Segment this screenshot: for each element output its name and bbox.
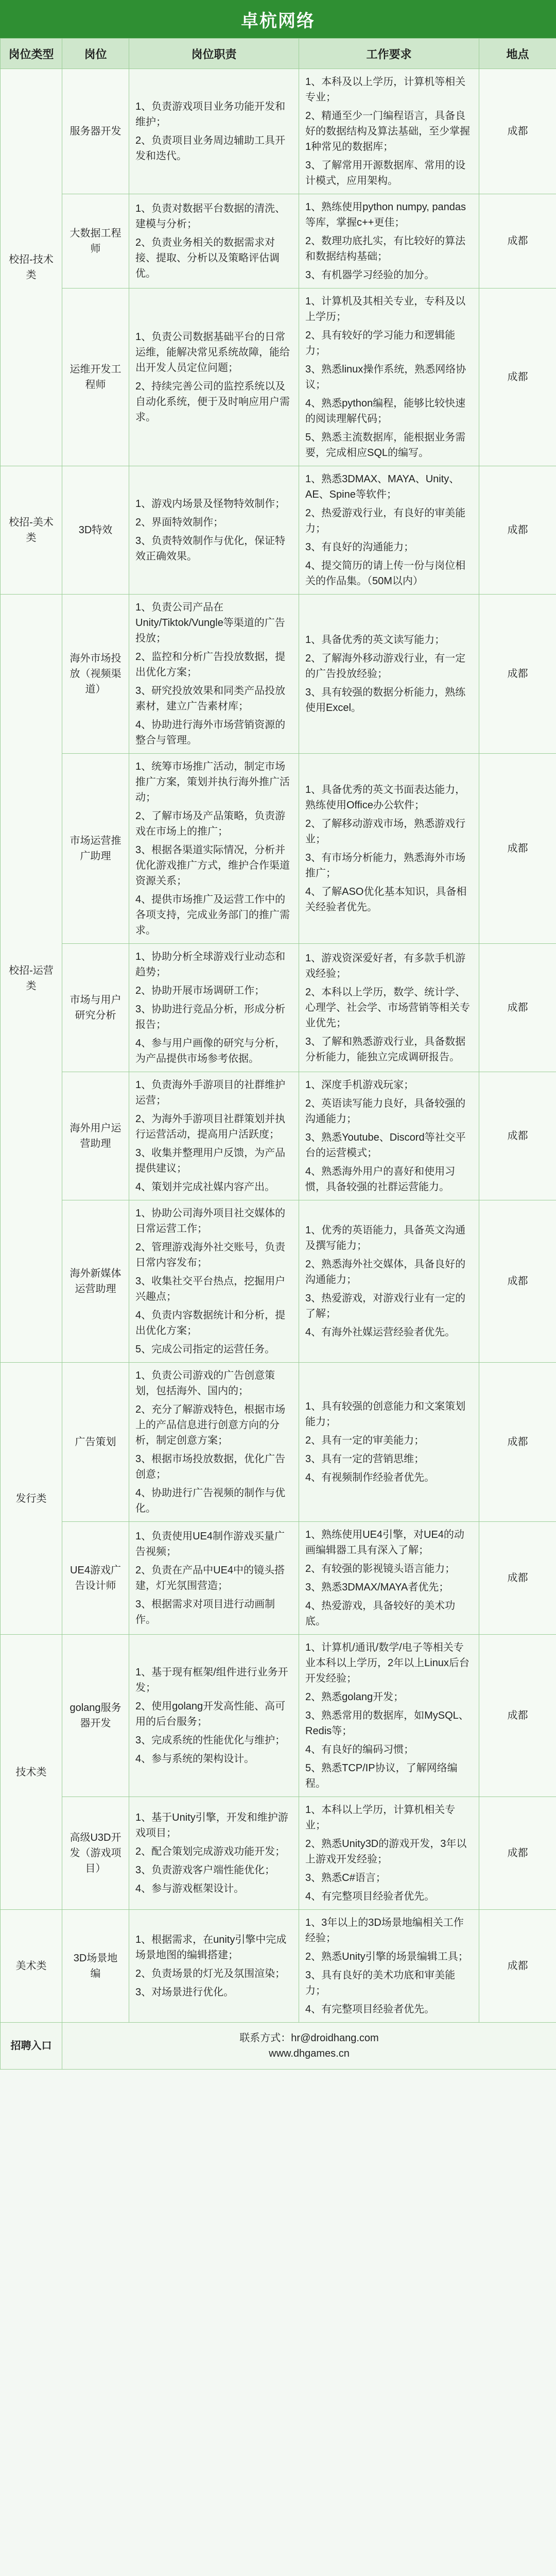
duty-cell — [129, 1363, 299, 1522]
requirement-item: 1、具有较强的创意能力和文案策划能力； — [305, 1401, 466, 1428]
duty-item: 4、协助进行广告视频的制作与优化。 — [135, 1487, 286, 1514]
job-type-cell: 校招-技术类 — [1, 69, 62, 466]
duty-item: 2、使用golang开发高性能、高可用的后台服务； — [135, 1701, 286, 1727]
duty-item: 3、负责游戏客户端性能优化； — [135, 1865, 275, 1876]
duty-cell — [129, 1072, 299, 1200]
position-cell: 海外用户运营助理 — [62, 1072, 129, 1200]
duty-item: 4、参与游戏框架设计。 — [135, 1883, 245, 1894]
requirement-item: 3、具有较强的数据分析能力，熟练使用Excel。 — [305, 687, 466, 714]
requirement-item: 3、熟悉常用的数据库，如MySQL、Redis等； — [305, 1710, 469, 1737]
requirement-item: 3、熟悉C#语言； — [305, 1872, 386, 1884]
duty-item: 2、了解市场及产品策略，负责游戏在市场上的推广； — [135, 810, 286, 837]
duty-item: 2、配合策划完成游戏功能开发； — [135, 1846, 286, 1857]
location-cell: 成都 — [479, 69, 556, 194]
duty-item: 3、根据各渠道实际情况，分析并优化游戏推广方式，维护合作渠道资源关系； — [135, 844, 290, 887]
header-type: 岗位类型 — [1, 39, 62, 69]
requirement-cell — [299, 1910, 479, 2023]
duty-cell — [129, 289, 299, 466]
requirement-item: 4、有海外社媒运营经验者优先。 — [305, 1327, 456, 1338]
entry-contact — [62, 2023, 556, 2070]
requirement-item: 2、热爱游戏行业，有良好的审美能力； — [305, 507, 466, 534]
requirement-cell — [299, 466, 479, 595]
location-cell: 成都 — [479, 754, 556, 944]
requirement-item: 2、熟悉Unity3D的游戏开发，3年以上游戏开发经验； — [305, 1838, 467, 1865]
entry-row — [1, 2023, 556, 2070]
table-row — [1, 944, 556, 1072]
requirement-item: 3、有市场分析能力，熟悉海外市场推广； — [305, 852, 466, 879]
requirement-item: 1、熟悉3DMAX、MAYA、Unity、AE、Spine等软件； — [305, 473, 460, 500]
table-row — [1, 1635, 556, 1797]
position-cell: UE4游戏广告设计师 — [62, 1522, 129, 1635]
position-cell: 大数据工程师 — [62, 194, 129, 289]
requirement-item: 1、游戏资深爱好者，有多款手机游戏经验； — [305, 953, 466, 979]
requirement-item: 1、本科及以上学历，计算机等相关专业； — [305, 76, 466, 103]
location-cell: 成都 — [479, 1072, 556, 1200]
duty-item: 4、提供市场推广及运营工作中的各项支持，完成业务部门的推广需求。 — [135, 894, 290, 936]
requirement-cell — [299, 1635, 479, 1797]
duty-cell — [129, 69, 299, 194]
location-cell: 成都 — [479, 1910, 556, 2023]
requirement-item: 1、熟练使用python numpy, pandas等库，掌握c++更佳； — [305, 201, 466, 228]
position-cell: 运维开发工程师 — [62, 289, 129, 466]
duty-item: 1、负责对数据平台数据的清洗、建模与分析； — [135, 203, 286, 230]
table-row — [1, 1910, 556, 2023]
duty-item: 1、协助分析全球游戏行业动态和趋势； — [135, 951, 286, 978]
requirement-item: 1、具备优秀的英文读写能力； — [305, 634, 445, 646]
contact-text[interactable]: 联系方式：hr@droidhang.com — [239, 2032, 379, 2044]
duty-cell — [129, 944, 299, 1072]
requirement-item: 2、熟悉golang开发； — [305, 1691, 404, 1703]
requirement-item: 2、本科以上学历，数学、统计学、心理学、社会学、市场营销等相关专业优先； — [305, 987, 470, 1029]
requirement-cell — [299, 289, 479, 466]
duty-item: 3、对场景进行优化。 — [135, 1987, 234, 1998]
duty-item: 1、协助公司海外项目社交媒体的日常运营工作； — [135, 1208, 286, 1234]
requirement-item: 3、了解常用开源数据库、常用的设计模式，应用架构。 — [305, 160, 466, 187]
duty-item: 5、完成公司指定的运营任务。 — [135, 1344, 275, 1355]
table-row — [1, 1797, 556, 1910]
table-row — [1, 194, 556, 289]
location-cell: 成都 — [479, 1797, 556, 1910]
duty-item: 3、收集社交平台热点，挖掘用户兴趣点； — [135, 1276, 286, 1302]
requirement-cell — [299, 1797, 479, 1910]
jobs-table — [0, 38, 556, 2070]
position-cell: 高级U3D开发（游戏项目） — [62, 1797, 129, 1910]
requirement-item: 3、有机器学习经验的加分。 — [305, 269, 435, 281]
requirement-cell — [299, 1522, 479, 1635]
duty-item: 3、收集并整理用户反馈，为产品提供建议； — [135, 1147, 286, 1174]
requirement-item: 3、有良好的沟通能力； — [305, 541, 414, 553]
table-row — [1, 69, 556, 194]
requirement-item: 5、熟悉主流数据库，能根据业务需要，完成相应SQL的编写。 — [305, 432, 466, 459]
requirement-item: 3、具有良好的美术功底和审美能力； — [305, 1970, 456, 1996]
position-cell: 广告策划 — [62, 1363, 129, 1522]
position-cell: 海外市场投放（视频渠道） — [62, 595, 129, 754]
job-type-cell: 校招-运营类 — [1, 595, 62, 1363]
requirement-item: 1、3年以上的3D场景地编相关工作经验； — [305, 1917, 464, 1944]
requirement-item: 4、有完整项目经验者优先。 — [305, 2004, 435, 2015]
duty-item: 2、负责场景的灯光及氛围渲染； — [135, 1968, 286, 1979]
requirement-item: 4、热爱游戏，具备较好的美术功底。 — [305, 1600, 456, 1627]
duty-cell — [129, 754, 299, 944]
requirement-item: 4、了解ASO优化基本知识，具备相关经验者优先。 — [305, 886, 467, 913]
duty-cell — [129, 1522, 299, 1635]
requirement-item: 2、了解移动游戏市场，熟悉游戏行业； — [305, 818, 466, 845]
requirement-item: 2、熟悉海外社交媒体，具备良好的沟通能力； — [305, 1259, 466, 1285]
duty-cell — [129, 1200, 299, 1363]
position-cell: 市场与用户研究分析 — [62, 944, 129, 1072]
duty-item: 3、根据需求对项目进行动画制作。 — [135, 1599, 275, 1625]
duty-cell — [129, 1910, 299, 2023]
requirement-item: 2、具有较好的学习能力和逻辑能力； — [305, 330, 456, 357]
duty-item: 3、协助进行竞品分析，形成分析报告； — [135, 1004, 286, 1030]
duty-cell — [129, 1797, 299, 1910]
requirement-item: 1、计算机及其相关专业，专科及以上学历； — [305, 296, 466, 323]
requirement-item: 1、计算机/通讯/数学/电子等相关专业本科以上学历，2年以上Linux后台开发经验； — [305, 1642, 470, 1684]
table-row — [1, 595, 556, 754]
table-header-row — [1, 39, 556, 69]
location-cell: 成都 — [479, 1522, 556, 1635]
requirement-cell — [299, 1363, 479, 1522]
requirement-item: 1、熟练使用UE4引擎，对UE4的动画编辑器工具有深入了解； — [305, 1529, 464, 1556]
duty-item: 1、负责使用UE4制作游戏买量广告视频； — [135, 1531, 285, 1557]
requirement-item: 2、有较强的影视镜头语言能力； — [305, 1563, 456, 1574]
position-cell: 3D场景地编 — [62, 1910, 129, 2023]
duty-cell — [129, 466, 299, 595]
table-row — [1, 1522, 556, 1635]
position-cell: 市场运营推广助理 — [62, 754, 129, 944]
table-row — [1, 754, 556, 944]
duty-item: 1、负责公司数据基础平台的日常运维，能解决常见系统故障，能给出开发人员定位问题； — [135, 331, 290, 374]
duty-item: 1、负责海外手游项目的社群维护运营； — [135, 1079, 286, 1106]
requirement-item: 4、熟悉python编程，能够比较快速的阅读理解代码； — [305, 398, 466, 425]
requirement-item: 1、优秀的英语能力，具备英文沟通及撰写能力； — [305, 1225, 466, 1251]
entry-label[interactable]: 招聘入口 — [1, 2023, 62, 2070]
location-cell: 成都 — [479, 1635, 556, 1797]
location-cell: 成都 — [479, 1200, 556, 1363]
duty-cell — [129, 194, 299, 289]
requirement-item: 3、熟悉linux操作系统，熟悉网络协议； — [305, 364, 466, 391]
requirement-item: 2、英语读写能力良好，具备较强的沟通能力； — [305, 1098, 466, 1125]
header-position: 岗位 — [62, 39, 129, 69]
header-requirement: 工作要求 — [299, 39, 479, 69]
requirement-item: 1、深度手机游戏玩家； — [305, 1079, 414, 1091]
duty-cell — [129, 595, 299, 754]
requirement-item: 4、有完整项目经验者优先。 — [305, 1891, 435, 1902]
position-cell: 服务器开发 — [62, 69, 129, 194]
duty-item: 1、根据需求，在unity引擎中完成场景地图的编辑搭建； — [135, 1934, 287, 1961]
duty-item: 3、负责特效制作与优化，保证特效正确效果。 — [135, 535, 286, 562]
requirement-cell — [299, 1200, 479, 1363]
page-title: 卓杭网络 — [0, 0, 556, 38]
duty-item: 2、充分了解游戏特色，根据市场上的产品信息进行创意方向的分析，制定创意方案； — [135, 1404, 286, 1446]
duty-item: 2、协助开展市场调研工作； — [135, 985, 265, 996]
duty-item: 2、持续完善公司的监控系统以及自动化系统，便于及时响应用户需求。 — [135, 381, 290, 423]
duty-item: 2、管理游戏海外社交账号，负责日常内容发布； — [135, 1242, 286, 1268]
table-row — [1, 1072, 556, 1200]
table-row — [1, 289, 556, 466]
requirement-item: 3、热爱游戏，对游戏行业有一定的了解； — [305, 1293, 466, 1319]
requirement-cell — [299, 1072, 479, 1200]
duty-item: 2、界面特效制作； — [135, 517, 224, 528]
location-cell: 成都 — [479, 944, 556, 1072]
requirement-item: 4、有良好的编码习惯； — [305, 1744, 414, 1755]
requirement-cell — [299, 944, 479, 1072]
requirement-item: 2、了解海外移动游戏行业，有一定的广告投放经验； — [305, 653, 466, 680]
duty-item: 4、参与系统的架构设计。 — [135, 1753, 255, 1765]
requirement-cell — [299, 69, 479, 194]
requirement-item: 3、具有一定的营销思维； — [305, 1453, 425, 1465]
job-type-cell: 美术类 — [1, 1910, 62, 2023]
duty-item: 4、协助进行海外市场营销资源的整合与管理。 — [135, 719, 286, 746]
requirement-item: 3、了解和熟悉游戏行业，具备数据分析能力，能独立完成调研报告。 — [305, 1036, 466, 1063]
requirement-item: 3、熟悉Youtube、Discord等社交平台的运营模式； — [305, 1132, 466, 1159]
location-cell: 成都 — [479, 466, 556, 595]
duty-item: 1、基于现有框架/组件进行业务开发； — [135, 1667, 288, 1693]
duty-item: 2、负责在产品中UE4中的镜头搭建，灯光氛围营造； — [135, 1565, 285, 1591]
table-row — [1, 1363, 556, 1522]
requirement-item: 3、熟悉3DMAX/MAYA者优先； — [305, 1582, 449, 1593]
table-row — [1, 466, 556, 595]
location-cell: 成都 — [479, 595, 556, 754]
location-cell: 成都 — [479, 194, 556, 289]
job-type-cell: 发行类 — [1, 1363, 62, 1635]
duty-item: 1、基于Unity引擎，开发和维护游戏项目； — [135, 1812, 288, 1839]
position-cell: 3D特效 — [62, 466, 129, 595]
requirement-cell — [299, 595, 479, 754]
duty-item: 1、负责游戏项目业务功能开发和维护； — [135, 101, 286, 128]
requirement-item: 2、熟悉Unity引擎的场景编辑工具； — [305, 1951, 468, 1962]
requirement-item: 2、精通至少一门编程语言，具备良好的数据结构及算法基础，至少掌握1种常见的数据库； — [305, 110, 470, 152]
duty-item: 1、统筹市场推广活动，制定市场推广方案，策划并执行海外推广活动； — [135, 761, 290, 803]
location-cell: 成都 — [479, 1363, 556, 1522]
requirement-item: 4、有视频制作经验者优先。 — [305, 1472, 435, 1483]
job-type-cell: 技术类 — [1, 1635, 62, 1910]
duty-item: 2、监控和分析广告投放数据，提出优化方案； — [135, 651, 286, 678]
duty-item: 3、研究投放效果和同类产品投放素材，建立广告素材库； — [135, 685, 286, 712]
duty-item: 1、游戏内场景及怪物特效制作； — [135, 498, 286, 510]
duty-item: 1、负责公司游戏的广告创意策划，包括海外、国内的； — [135, 1370, 275, 1397]
header-duty: 岗位职责 — [129, 39, 299, 69]
duty-item: 3、根据市场投放数据，优化广告创意； — [135, 1453, 286, 1480]
table-row — [1, 1200, 556, 1363]
duty-item: 3、完成系统的性能优化与维护； — [135, 1735, 286, 1746]
requirement-item: 4、提交简历的请上传一份与岗位相关的作品集。（50M以内） — [305, 560, 466, 587]
duty-item: 2、为海外手游项目社群策划并执行运营活动，提高用户活跃度； — [135, 1113, 286, 1140]
duty-cell — [129, 1635, 299, 1797]
requirement-item: 1、具备优秀的英文书面表达能力，熟练使用Office办公软件； — [305, 784, 466, 811]
location-cell: 成都 — [479, 289, 556, 466]
position-cell: golang服务器开发 — [62, 1635, 129, 1797]
requirement-item: 2、具有一定的审美能力； — [305, 1435, 425, 1446]
website-text[interactable]: www.dhgames.cn — [269, 2048, 350, 2059]
header-location: 地点 — [479, 39, 556, 69]
duty-item: 2、负责业务相关的数据需求对接、提取、分析以及策略评估调优。 — [135, 237, 280, 279]
requirement-cell — [299, 194, 479, 289]
duty-item: 4、负责内容数据统计和分析，提出优化方案； — [135, 1310, 286, 1336]
requirement-item: 2、数理功底扎实，有比较好的算法和数据结构基础； — [305, 235, 466, 262]
duty-item: 4、参与用户画像的研究与分析，为产品提供市场参考依据。 — [135, 1038, 286, 1064]
requirement-item: 1、本科以上学历，计算机相关专业； — [305, 1804, 456, 1831]
requirement-item: 4、熟悉海外用户的喜好和使用习惯，具备较强的社群运营能力。 — [305, 1166, 456, 1193]
requirement-cell — [299, 754, 479, 944]
requirement-item: 5、熟悉TCP/IP协议，了解网络编程。 — [305, 1762, 458, 1789]
duty-item: 1、负责公司产品在Unity/Tiktok/Vungle等渠道的广告投放； — [135, 602, 285, 644]
duty-item: 2、负责项目业务周边辅助工具开发和迭代。 — [135, 135, 286, 162]
jobs-body — [1, 69, 556, 2023]
position-cell: 海外新媒体运营助理 — [62, 1200, 129, 1363]
job-type-cell: 校招-美术类 — [1, 466, 62, 595]
duty-item: 4、策划并完成社媒内容产出。 — [135, 1181, 275, 1193]
